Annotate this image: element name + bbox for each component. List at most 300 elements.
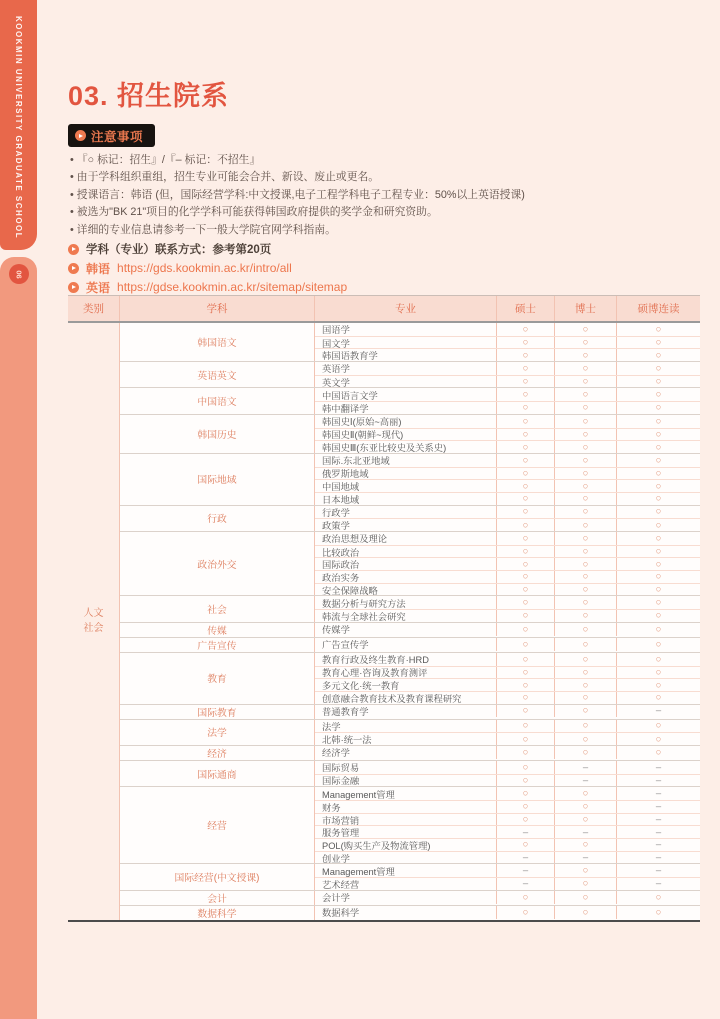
program-row	[315, 705, 700, 718]
subject-group	[120, 637, 700, 652]
subject-group	[120, 414, 700, 453]
subject-cell: 经营	[120, 787, 315, 863]
program-rows	[315, 746, 700, 760]
enroll-mark: ○	[497, 801, 555, 813]
enroll-mark: ○	[497, 775, 555, 787]
program-name: 法学	[315, 720, 497, 733]
not-enroll-mark: –	[555, 826, 617, 838]
enroll-mark: ○	[655, 349, 662, 361]
english-link-line	[68, 280, 698, 294]
program-name: 政治思想及理论	[315, 532, 497, 545]
enroll-mark: ○	[655, 441, 662, 453]
not-enroll-mark: –	[655, 705, 662, 717]
subject-cell: 英语英文	[120, 362, 315, 387]
program-row	[315, 479, 700, 492]
program-name: 韩国语教育学	[315, 349, 497, 361]
subject-group	[120, 323, 700, 361]
program-row	[315, 678, 700, 691]
subject-cell: 国际通商	[120, 761, 315, 786]
program-rows	[315, 705, 700, 719]
enroll-mark: ○	[655, 692, 662, 704]
program-name: 政治实务	[315, 571, 497, 583]
subject-group	[120, 622, 700, 637]
program-row	[315, 545, 700, 558]
enroll-mark: ○	[497, 415, 555, 428]
enroll-mark: ○	[655, 891, 662, 903]
enroll-mark: ○	[497, 558, 555, 570]
enroll-mark: ○	[497, 362, 555, 375]
program-name: 财务	[315, 801, 497, 813]
enroll-mark: ○	[555, 441, 617, 453]
subject-cell: 会计	[120, 891, 315, 905]
not-enroll-mark: –	[655, 814, 662, 826]
program-name: 市场营销	[315, 814, 497, 826]
program-name: 国际贸易	[315, 761, 497, 774]
program-name: 艺术经营	[315, 878, 497, 890]
program-row	[315, 440, 700, 453]
page-title: 03. 招生院系	[68, 81, 230, 111]
program-rows	[315, 506, 700, 531]
enroll-mark: ○	[555, 323, 617, 336]
enroll-mark: ○	[497, 519, 555, 531]
enroll-mark: ○	[497, 388, 555, 401]
enroll-mark: ○	[497, 906, 555, 919]
program-name: 比较政治	[315, 546, 497, 558]
enroll-mark: ○	[655, 623, 662, 635]
program-row	[315, 761, 700, 774]
program-name: 经济学	[315, 746, 497, 759]
program-rows	[315, 532, 700, 595]
category-cell	[68, 323, 120, 920]
enroll-mark: ○	[555, 638, 617, 651]
program-name: 服务管理	[315, 826, 497, 838]
not-enroll-mark: –	[655, 878, 662, 890]
enroll-mark: ○	[555, 878, 617, 890]
subject-group	[120, 760, 700, 786]
subject-cell: 中国语文	[120, 388, 315, 413]
enroll-mark: ○	[655, 454, 662, 466]
not-enroll-mark: –	[497, 826, 555, 838]
enroll-mark: ○	[497, 733, 555, 745]
subject-cell: 教育	[120, 653, 315, 704]
enroll-mark: ○	[497, 705, 555, 718]
subject-cell: 政治外交	[120, 532, 315, 595]
subject-group	[120, 786, 700, 863]
enroll-mark: ○	[655, 323, 662, 335]
program-row	[315, 570, 700, 583]
table-header-row	[68, 296, 700, 323]
program-name: 日本地域	[315, 493, 497, 505]
play-icon	[68, 282, 79, 293]
notice-bullet: • 详细的专业信息请参考一下一般大学院官网学科指南。	[70, 222, 698, 239]
program-row	[315, 851, 700, 864]
enroll-mark: ○	[497, 720, 555, 733]
contact-line	[68, 242, 698, 256]
english-site-link[interactable]: https://gdse.kookmin.ac.kr/sitemap/sitemap	[117, 280, 348, 294]
subject-group	[120, 453, 700, 505]
enroll-mark: ○	[555, 653, 617, 666]
enroll-mark: ○	[555, 623, 617, 636]
enroll-mark: ○	[655, 362, 662, 374]
enroll-mark: ○	[497, 584, 555, 596]
program-row	[315, 557, 700, 570]
enroll-mark: ○	[555, 337, 617, 349]
program-rows	[315, 906, 700, 920]
program-name: 韩国史Ⅲ(东亚比较史及关系史)	[315, 441, 497, 453]
program-row	[315, 666, 700, 679]
not-enroll-mark: –	[655, 788, 662, 800]
enroll-mark: ○	[497, 596, 555, 609]
enroll-mark: ○	[555, 558, 617, 570]
enroll-mark: ○	[497, 891, 555, 904]
enroll-mark: ○	[497, 506, 555, 519]
enroll-mark: ○	[555, 402, 617, 414]
subject-cell: 社会	[120, 596, 315, 621]
enroll-mark: ○	[655, 428, 662, 440]
program-row	[315, 401, 700, 414]
not-enroll-mark: –	[655, 801, 662, 813]
program-name: 韩中翻译学	[315, 402, 497, 414]
sidebar-vertical-text: KOOKMIN UNIVERSITY GRADUATE SCHOOL	[14, 16, 23, 240]
page-number: 06	[14, 269, 24, 279]
enroll-mark: ○	[555, 480, 617, 492]
play-icon	[75, 130, 86, 141]
enroll-mark: ○	[497, 349, 555, 361]
program-name: 安全保障战略	[315, 584, 497, 596]
enroll-mark: ○	[497, 787, 555, 800]
enroll-mark: ○	[555, 596, 617, 609]
enroll-mark: ○	[555, 546, 617, 558]
enroll-mark: ○	[555, 814, 617, 826]
category-line1: 人文	[83, 608, 104, 620]
enroll-mark: ○	[555, 506, 617, 519]
not-enroll-mark: –	[497, 878, 555, 890]
enroll-mark: ○	[655, 584, 662, 596]
program-row	[315, 813, 700, 826]
program-row	[315, 906, 700, 919]
program-row	[315, 415, 700, 428]
enroll-mark: ○	[497, 623, 555, 636]
program-row	[315, 348, 700, 361]
program-name: 数据分析与研究方法	[315, 596, 497, 609]
program-row	[315, 638, 700, 651]
enroll-mark: ○	[497, 814, 555, 826]
enroll-mark: ○	[555, 429, 617, 441]
enroll-mark: ○	[497, 839, 555, 851]
enroll-mark: ○	[655, 389, 662, 401]
column-header-3: 硕士	[497, 296, 555, 321]
enroll-mark: ○	[555, 787, 617, 800]
program-row	[315, 732, 700, 745]
subject-group	[120, 704, 700, 719]
enroll-mark: ○	[655, 720, 662, 732]
subject-cell: 广告宣传	[120, 638, 315, 652]
enroll-mark: ○	[497, 493, 555, 505]
program-rows	[315, 454, 700, 505]
enroll-mark: ○	[497, 454, 555, 467]
enroll-mark: ○	[655, 519, 662, 531]
play-icon	[68, 263, 79, 274]
program-name: 广告宣传学	[315, 638, 497, 651]
not-enroll-mark: –	[655, 839, 662, 851]
program-row	[315, 891, 700, 904]
enroll-mark: ○	[555, 493, 617, 505]
enroll-mark: ○	[497, 376, 555, 388]
table-body	[68, 323, 700, 920]
subject-cell: 韩国语文	[120, 323, 315, 361]
table-groups	[120, 323, 700, 920]
program-name: 行政学	[315, 506, 497, 519]
admissions-table	[68, 295, 700, 922]
enroll-mark: ○	[497, 480, 555, 492]
subject-group	[120, 361, 700, 387]
enroll-mark: ○	[555, 839, 617, 851]
enroll-mark: ○	[655, 653, 662, 665]
program-row	[315, 877, 700, 890]
program-name: 会计学	[315, 891, 497, 904]
program-rows	[315, 638, 700, 652]
enroll-mark: ○	[555, 376, 617, 388]
not-enroll-mark: –	[497, 864, 555, 877]
program-name: 国语学	[315, 323, 497, 336]
program-rows	[315, 623, 700, 637]
program-row	[315, 787, 700, 800]
program-name: 政策学	[315, 519, 497, 531]
enroll-mark: ○	[655, 376, 662, 388]
program-name: 数据科学	[315, 906, 497, 919]
enroll-mark: ○	[655, 493, 662, 505]
korean-link-line	[68, 261, 698, 275]
enroll-mark: ○	[555, 746, 617, 759]
enroll-mark: ○	[555, 362, 617, 375]
program-row	[315, 454, 700, 467]
program-rows	[315, 787, 700, 863]
program-name: 国文学	[315, 337, 497, 349]
enroll-mark: ○	[497, 323, 555, 336]
english-link-label: 英语	[86, 280, 111, 295]
program-row	[315, 653, 700, 666]
subject-group	[120, 719, 700, 745]
enroll-mark: ○	[655, 906, 662, 918]
enroll-mark: ○	[655, 733, 662, 745]
program-row	[315, 746, 700, 759]
program-row	[315, 825, 700, 838]
enroll-mark: ○	[497, 746, 555, 759]
program-name: Management管理	[315, 864, 497, 877]
notice-bullet-list	[70, 152, 698, 239]
subject-cell: 经济	[120, 746, 315, 760]
enroll-mark: ○	[497, 610, 555, 622]
program-name: 普通教育学	[315, 705, 497, 718]
enroll-mark: ○	[497, 441, 555, 453]
notice-bullet: • 被选为"BK 21"项目的化学学科可能获得韩国政府提供的奖学金和研究资助。	[70, 204, 698, 221]
program-rows	[315, 323, 700, 361]
enroll-mark: ○	[655, 666, 662, 678]
program-row	[315, 388, 700, 401]
enroll-mark: ○	[555, 388, 617, 401]
program-row	[315, 323, 700, 336]
program-row	[315, 506, 700, 519]
enroll-mark: ○	[497, 667, 555, 679]
program-row	[315, 362, 700, 375]
program-name: 国际政治	[315, 558, 497, 570]
korean-link-label: 韩语	[86, 261, 111, 276]
notice-label: 注意事项	[91, 129, 144, 144]
subject-cell: 国际教育	[120, 705, 315, 719]
program-name: 俄罗斯地域	[315, 468, 497, 480]
subject-group	[120, 505, 700, 531]
column-header-4: 博士	[555, 296, 617, 321]
enroll-mark: ○	[555, 571, 617, 583]
enroll-mark: ○	[655, 546, 662, 558]
contact-text: 学科（专业）联系方式：参考第20页	[86, 244, 272, 256]
enroll-mark: ○	[555, 532, 617, 545]
program-name: POL(购买生产及物流管理)	[315, 839, 497, 851]
enroll-mark: ○	[655, 415, 662, 427]
not-enroll-mark: –	[555, 775, 617, 787]
program-row	[315, 532, 700, 545]
enroll-mark: ○	[655, 610, 662, 622]
program-rows	[315, 653, 700, 704]
program-name: 创意融合教育技术及教育课程研究	[315, 692, 497, 704]
program-row	[315, 774, 700, 787]
subject-cell: 传媒	[120, 623, 315, 637]
enroll-mark: ○	[497, 546, 555, 558]
not-enroll-mark: –	[655, 826, 662, 838]
subject-cell: 国际地域	[120, 454, 315, 505]
enroll-mark: ○	[655, 638, 662, 650]
program-name: 英语学	[315, 362, 497, 375]
program-row	[315, 375, 700, 388]
program-name: 多元文化·统一教育	[315, 679, 497, 691]
enroll-mark: ○	[655, 679, 662, 691]
play-icon	[68, 244, 79, 255]
program-name: 韩国史Ⅰ(原始~高丽)	[315, 415, 497, 428]
enroll-mark: ○	[497, 571, 555, 583]
subject-group	[120, 745, 700, 760]
sidebar-bottom-bar	[0, 257, 37, 1019]
enroll-mark: ○	[655, 558, 662, 570]
enroll-mark: ○	[655, 597, 662, 609]
program-row	[315, 492, 700, 505]
program-name: 传媒学	[315, 623, 497, 636]
korean-site-link[interactable]: https://gds.kookmin.ac.kr/intro/all	[117, 261, 292, 275]
program-row	[315, 623, 700, 636]
notice-badge	[68, 124, 155, 147]
enroll-mark: ○	[655, 532, 662, 544]
enroll-mark: ○	[555, 468, 617, 480]
program-rows	[315, 864, 700, 889]
enroll-mark: ○	[655, 480, 662, 492]
enroll-mark: ○	[497, 692, 555, 704]
program-row	[315, 428, 700, 441]
subject-group	[120, 863, 700, 889]
info-lines	[68, 242, 698, 299]
enroll-mark: ○	[555, 720, 617, 733]
program-name: 韩流与全球社会研究	[315, 610, 497, 622]
sidebar-top-bar	[0, 0, 37, 250]
enroll-mark: ○	[555, 733, 617, 745]
enroll-mark: ○	[555, 519, 617, 531]
column-header-1: 学科	[120, 296, 315, 321]
notice-bullet: • 由于学科组织重组，招生专业可能会合并、新设、废止或更名。	[70, 169, 698, 186]
program-rows	[315, 891, 700, 905]
program-name: 北韩·统一法	[315, 733, 497, 745]
program-name: 教育心理·咨询及教育测评	[315, 667, 497, 679]
subject-cell: 行政	[120, 506, 315, 531]
program-name: 教育行政及终生教育·HRD	[315, 653, 497, 666]
program-name: 韩国史Ⅱ(朝鲜~现代)	[315, 429, 497, 441]
subject-group	[120, 890, 700, 905]
page-number-badge	[9, 264, 29, 284]
subject-cell: 数据科学	[120, 906, 315, 920]
subject-cell: 韩国历史	[120, 415, 315, 453]
enroll-mark: ○	[555, 679, 617, 691]
enroll-mark: ○	[497, 402, 555, 414]
program-name: 创业学	[315, 852, 497, 864]
program-name: 国际.东北亚地域	[315, 454, 497, 467]
enroll-mark: ○	[497, 761, 555, 774]
column-header-0: 类别	[68, 296, 120, 321]
enroll-mark: ○	[555, 454, 617, 467]
program-rows	[315, 362, 700, 387]
subject-group	[120, 652, 700, 704]
not-enroll-mark: –	[655, 774, 662, 786]
enroll-mark: ○	[655, 402, 662, 414]
enroll-mark: ○	[497, 532, 555, 545]
program-rows	[315, 388, 700, 413]
enroll-mark: ○	[555, 610, 617, 622]
program-row	[315, 596, 700, 609]
enroll-mark: ○	[655, 337, 662, 349]
program-name: 中国语言文学	[315, 388, 497, 401]
subject-cell: 国际经营(中文授课)	[120, 864, 315, 889]
program-row	[315, 838, 700, 851]
enroll-mark: ○	[555, 584, 617, 596]
subject-group	[120, 905, 700, 920]
not-enroll-mark: –	[655, 852, 662, 864]
subject-group	[120, 531, 700, 595]
notice-bullet: • 『○ 标记：招生』/『– 标记：不招生』	[70, 152, 698, 169]
program-rows	[315, 761, 700, 786]
enroll-mark: ○	[497, 679, 555, 691]
program-row	[315, 467, 700, 480]
program-row	[315, 691, 700, 704]
subject-group	[120, 595, 700, 621]
enroll-mark: ○	[655, 746, 662, 758]
not-enroll-mark: –	[555, 761, 617, 774]
category-line2: 社会	[83, 623, 104, 635]
program-row	[315, 800, 700, 813]
program-rows	[315, 596, 700, 621]
program-row	[315, 518, 700, 531]
enroll-mark: ○	[555, 906, 617, 919]
subject-cell: 法学	[120, 720, 315, 745]
enroll-mark: ○	[555, 864, 617, 877]
enroll-mark: ○	[497, 429, 555, 441]
program-name: 中国地域	[315, 480, 497, 492]
enroll-mark: ○	[655, 571, 662, 583]
enroll-mark: ○	[497, 468, 555, 480]
program-rows	[315, 415, 700, 453]
enroll-mark: ○	[555, 801, 617, 813]
enroll-mark: ○	[655, 506, 662, 518]
notice-bullet: • 授课语言：韩语 (但，国际经营学科:中文授课,电子工程学科电子工程专业：50%以上英语授课)	[70, 187, 698, 204]
enroll-mark: ○	[497, 638, 555, 651]
program-row	[315, 609, 700, 622]
not-enroll-mark: –	[555, 852, 617, 864]
column-header-5: 硕博连读	[637, 303, 680, 315]
